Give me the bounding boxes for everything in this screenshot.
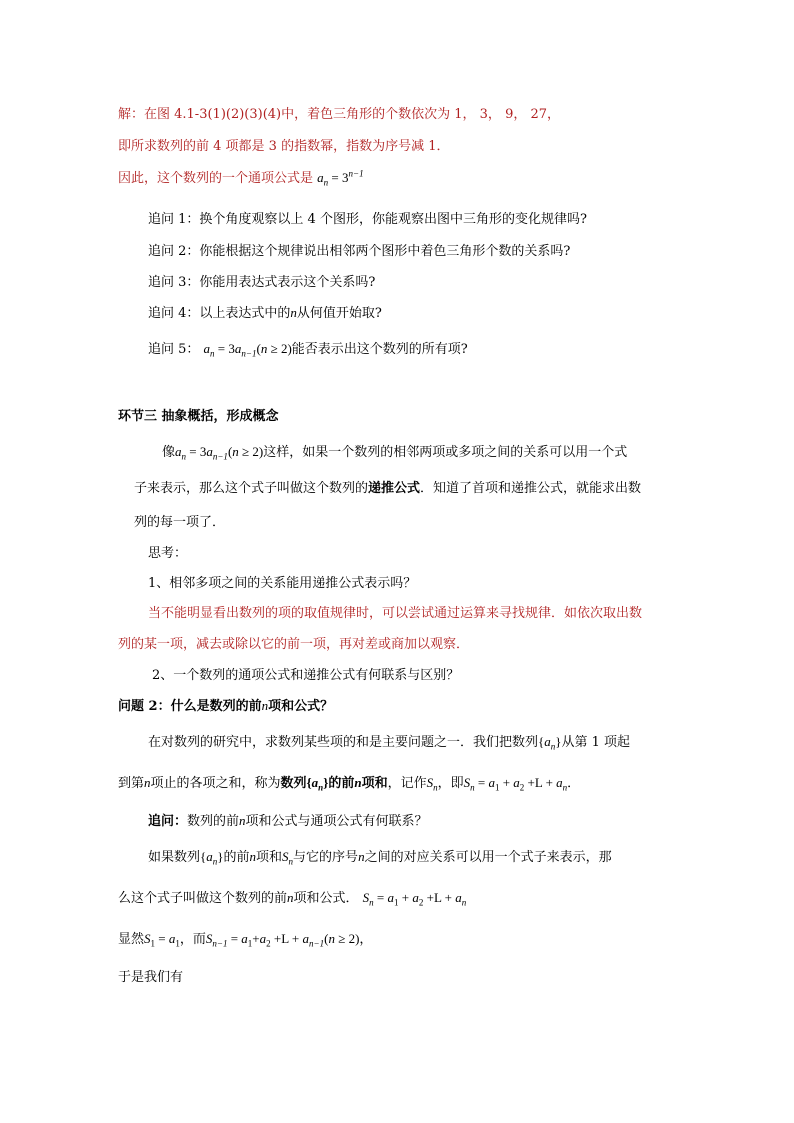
followup-4-suffix: 从何值开始取? [296, 306, 382, 321]
general-term-formula: $a_n = 3^{n-1}$ [317, 168, 364, 188]
problem-2-para-2: 到第n项止的各项之和，称为数列$\{a_n\}$的前n项和，记作$S_n$，即$S_n = a_1 + a_2 +L + a_n$． [118, 775, 581, 793]
problem-2-p5-suffix: ， [359, 932, 373, 947]
problem-2-p3-mid1: 的前 [223, 850, 250, 865]
problem-2-p3-suffix: 之间的对应关系可以用一个式子来表示，那 [364, 850, 612, 865]
problem-2-p1-suffix: 从第 1 项起 [561, 735, 631, 750]
followup-5 [148, 338, 468, 357]
problem-2-para-1: 在对数列的研究中，求数列某些项的和是主要问题之一．我们把数列$\{a_n\}$从第 1 项起 [148, 734, 631, 752]
section-3-p2-prefix: 子来表示，那么这个式子叫做这个数列的 [134, 481, 369, 496]
think-question-1: 1、相邻多项之间的关系能用递推公式表示吗？ [148, 576, 417, 591]
think-answer-1a: 当不能明显看出数列的项的取值规律时，可以尝试通过运算来寻找规律．如依次取出数 [148, 606, 643, 621]
followup-4: 追问 4：以上表达式中的n从何值开始取? [148, 305, 382, 321]
problem-2-bold-2: 的前 [328, 776, 355, 791]
followup-3: 追问 3：你能用表达式表示这个关系吗? [148, 275, 376, 290]
problem-2-p5-mid: ，而 [179, 932, 206, 947]
think-label: 思考： [148, 546, 188, 561]
problem-2-para-4: 么这个式子叫做这个数列的前n项和公式． $S_n = a_1 + a_2 +L + a_n$ [118, 890, 467, 908]
followup-5-suffix: 能否表示出这个数列的所有项? [291, 342, 468, 357]
section-3-p1-suffix: 这样，如果一个数列的相邻两项或多项之间的关系可以用一个式 [263, 445, 628, 460]
problem-2-title: 问题 2：什么是数列的前n项和公式？ [118, 698, 334, 714]
problem-2-para-6: 于是我们有 [118, 970, 184, 985]
section-3-para-1: 像$a_n = 3a_{n-1}(n \ge 2)$这样，如果一个数列的相邻两项或多项之间的关系可以用一个式 [162, 444, 628, 462]
section-3-title: 环节三 抽象概括，形成概念 [118, 409, 279, 424]
problem-2-p2-tail: ，即 [437, 776, 464, 791]
problem-2-p2-prefix: 到第 [118, 776, 145, 791]
sum-formula-2: $S_n = a_1 + a_2 +L + a_n$ [362, 890, 467, 908]
think-answer-1b: 列的某一项，减去或除以它的前一项，再对差或商加以观察． [118, 637, 470, 652]
followup-prefix: 数列的前 [187, 814, 240, 829]
solution-line-1: 解：在图 4.1-3(1)(2)(3)(4)中，着色三角形的个数依次为 1， 3， 9， 27， [118, 107, 561, 122]
section-3-para-3: 列的每一项了． [134, 515, 226, 530]
followup-label: 追问： [148, 814, 188, 829]
problem-2-p3-prefix: 如果数列 [148, 850, 201, 865]
sum-formula: $S_n = a_1 + a_2 +L + a_n$ [463, 775, 568, 793]
problem-2-title-suffix: 项和公式？ [268, 699, 334, 714]
followup-4-prefix: 追问 4：以上表达式中的 [148, 306, 291, 321]
problem-2-para-5: 显然$S_1 = a_1$，而$S_{n-1} = a_1+a_2 +L + a_{n-1}(n \ge 2)$， [118, 931, 373, 949]
section-3-para-2 [134, 477, 641, 496]
problem-2-p3-mid3: 与它的序号 [293, 850, 359, 865]
problem-2-followup: 追问：数列的前n项和公式与通项公式有何联系？ [148, 813, 428, 829]
problem-2-para-3: 如果数列$\{a_n\}$的前n项和$S_n$与它的序号n之间的对应关系可以用一个式子来表示，那 [148, 849, 612, 867]
think-question-2: 2、一个数列的通项公式和递推公式有何联系与区别？ [152, 668, 460, 683]
section-3-p1-prefix: 像 [162, 445, 176, 460]
problem-2-p1-prefix: 在对数列的研究中，求数列某些项的和是主要问题之一．我们把数列 [148, 735, 539, 750]
problem-2-p5-prefix: 显然 [118, 932, 145, 947]
section-3-p2-suffix: ．知道了首项和递推公式，就能求出数 [420, 481, 642, 496]
problem-2-p2-suffix: ，记作 [387, 776, 427, 791]
recurrence-formula: $a_n = 3a_{n-1}(n \ge 2)$ [203, 341, 292, 359]
problem-2-title-prefix: 问题 2：什么是数列的前 [118, 699, 262, 714]
problem-2-p4-suffix: 项和公式． [293, 891, 359, 906]
followup-suffix: 项和公式与通项公式有何联系？ [245, 814, 428, 829]
problem-2-bold-1: 数列 [280, 776, 307, 791]
problem-2-p2-mid: 项止的各项之和，称为 [150, 776, 281, 791]
partial-sum-formula: $S_{n-1} = a_1+a_2 +L + a_{n-1}(n \ge 2)$ [205, 931, 360, 949]
problem-2-bold-3: 项和 [361, 776, 388, 791]
solution-line-3 [118, 167, 364, 186]
followup-5-prefix: 追问 5： [148, 342, 200, 357]
followup-1: 追问 1：换个角度观察以上 4 个图形，你能观察出图中三角形的变化规律吗? [148, 212, 587, 227]
followup-2: 追问 2：你能根据这个规律说出相邻两个图形中着色三角形个数的关系吗? [148, 244, 571, 259]
problem-2-p4-prefix: 么这个式子叫做这个数列的前 [118, 891, 288, 906]
solution-line-3-text: 因此，这个数列的一个通项公式是 [118, 171, 314, 186]
recurrence-term: 递推公式 [368, 481, 421, 496]
problem-2-p3-mid2: 项和 [256, 850, 283, 865]
solution-line-2: 即所求数列的前 4 项都是 3 的指数幂，指数为序号减 1． [118, 139, 450, 154]
